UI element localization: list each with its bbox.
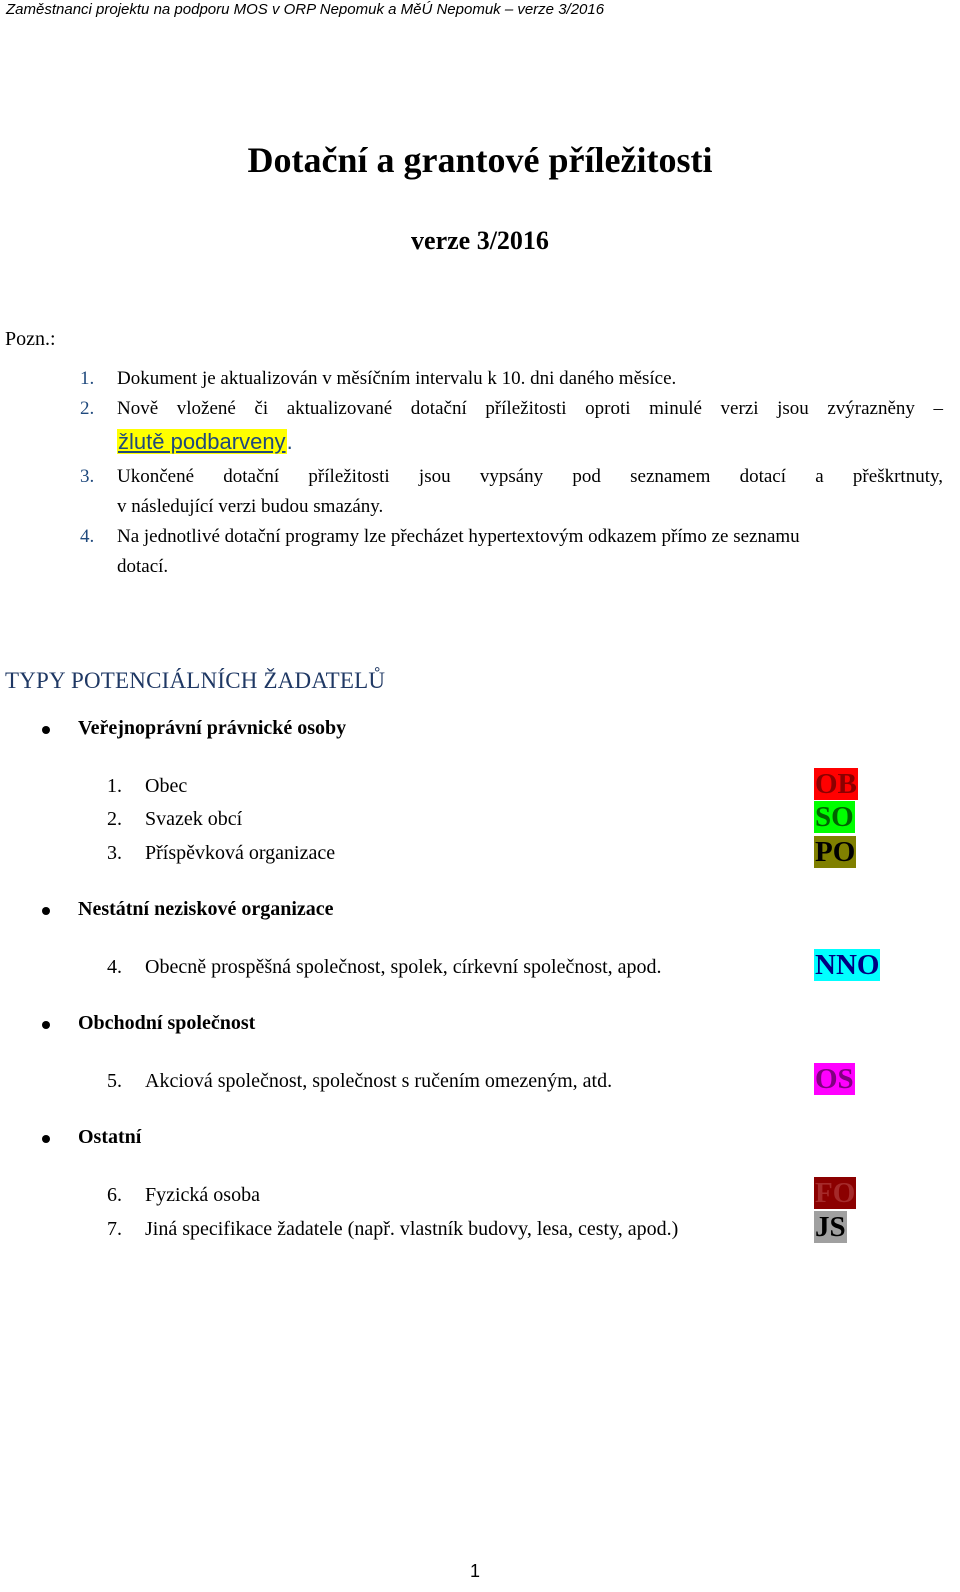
item-text: Obec: [145, 775, 188, 797]
highlight-period: .: [286, 429, 293, 454]
group-label-business: Obchodní společnost: [78, 1012, 256, 1034]
note-text-line2: v následující verzi budou smazány.: [117, 496, 384, 517]
code-badge-js: JS: [815, 1211, 846, 1243]
code-badge-nno: NNO: [815, 949, 880, 981]
highlighted-text: žlutě podbarveny: [118, 429, 286, 454]
note-text: Dokument je aktualizován v měsíčním intervalu k 10. dni daného měsíce.: [117, 368, 677, 389]
code-badge-po: PO: [815, 836, 856, 868]
item-text: Akciová společnost, společnost s ručením omezeným, atd.: [145, 1070, 613, 1092]
code-badge-os: OS: [815, 1063, 854, 1095]
document-version: verze 3/2016: [411, 226, 549, 255]
note-number: 3.: [80, 466, 95, 487]
item-text: Příspěvková organizace: [145, 842, 336, 864]
page-number: 1: [469, 1561, 480, 1581]
item-number: 3.: [107, 842, 122, 864]
document-title: Dotační a grantové příležitosti: [247, 140, 713, 180]
note-text-line2: dotací.: [117, 556, 169, 577]
code-badge-so: SO: [815, 801, 854, 833]
section-title: TYPY POTENCIÁLNÍCH ŽADATELŮ: [5, 668, 386, 693]
code-badge-fo: FO: [815, 1177, 856, 1209]
note-number: 2.: [80, 398, 95, 419]
bullet-icon: [42, 907, 50, 915]
code-badge-ob: OB: [815, 768, 857, 800]
note-text: Nově vložené či aktualizované dotační příležitosti oproti minulé verzi jsou zvýrazněny –: [117, 398, 943, 419]
item-number: 5.: [107, 1070, 122, 1092]
item-text: Svazek obcí: [145, 808, 243, 830]
note-text-line1: Ukončené dotační příležitosti jsou vypsány pod seznamem dotací a přeškrtnuty,: [117, 466, 943, 487]
item-text: Jiná specifikace žadatele (např. vlastník budovy, lesa, cesty, apod.): [145, 1218, 679, 1240]
group-label-nonprofit: Nestátní neziskové organizace: [78, 898, 334, 920]
note-number: 4.: [80, 526, 95, 547]
item-text: Obecně prospěšná společnost, spolek, církevní společnost, apod.: [145, 956, 662, 978]
item-number: 4.: [107, 956, 122, 978]
item-number: 7.: [107, 1218, 122, 1240]
bullet-icon: [42, 726, 50, 734]
note-text-line1: Na jednotlivé dotační programy lze přecházet hypertextovým odkazem přímo ze seznamu: [117, 526, 800, 547]
group-label-other: Ostatní: [78, 1126, 142, 1148]
group-label-public-entities: Veřejnoprávní právnické osoby: [78, 717, 347, 739]
item-number: 2.: [107, 808, 122, 830]
running-header: Zaměstnanci projektu na podporu MOS v ORP Nepomuk a MěÚ Nepomuk – verze 3/2016: [6, 1, 605, 18]
item-number: 6.: [107, 1184, 122, 1206]
bullet-icon: [42, 1021, 50, 1029]
bullet-icon: [42, 1135, 50, 1143]
notes-label: Pozn.:: [5, 328, 56, 350]
note-number: 1.: [80, 368, 95, 389]
item-number: 1.: [107, 775, 122, 797]
item-text: Fyzická osoba: [145, 1184, 260, 1206]
